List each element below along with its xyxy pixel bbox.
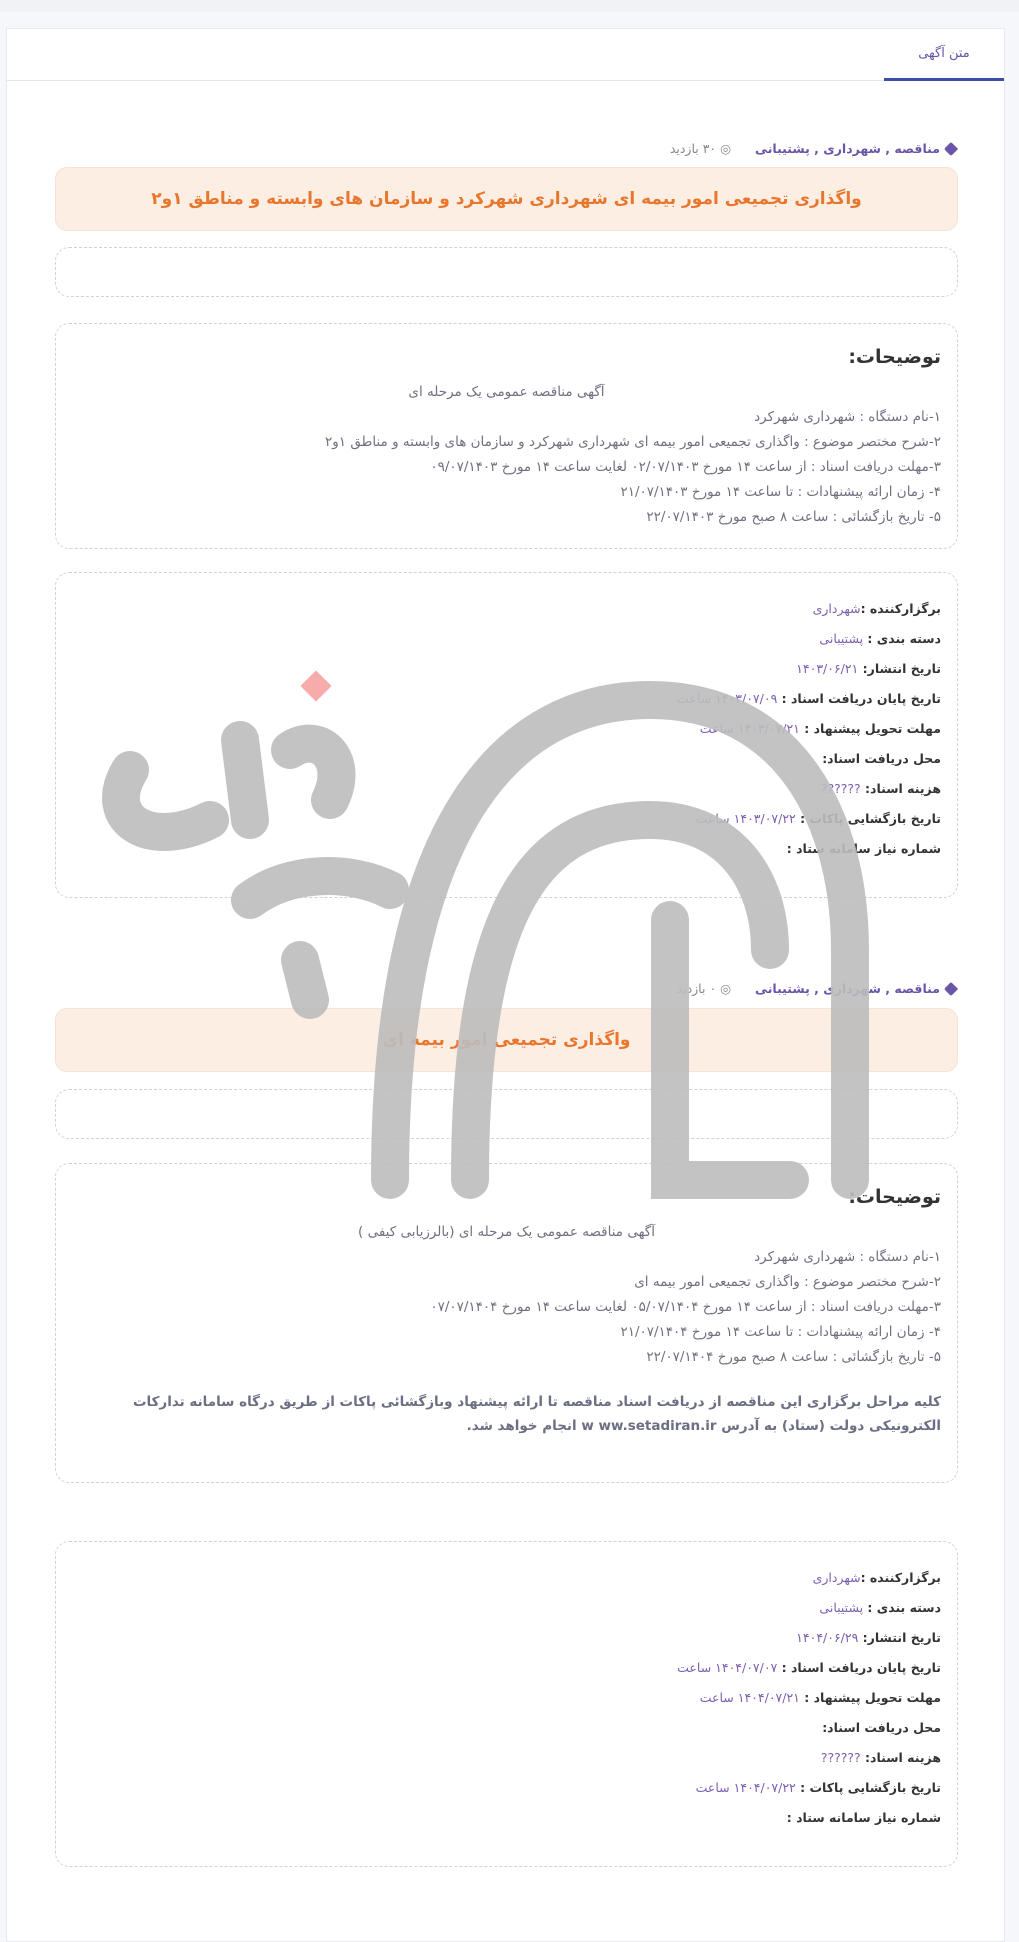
description-heading: توضیحات: — [848, 1186, 941, 1208]
description-note: کلیه مراحل برگزاری این مناقصه از دریافت اسناد مناقصه تا ارائه پیشنهاد وبازگشائی پاکات از طریق درگاه سامانه تدارکات الکترونیکی دولت (ستاد) به آدرس w ww.setadiran.ir انجام خواهد شد. — [132, 1394, 941, 1434]
eye-icon: ◎ — [716, 141, 732, 156]
info-label: تاریخ بازگشایی پاکات : — [795, 1780, 941, 1795]
views-count: ◎ ۳۰ بازدید — [669, 141, 732, 156]
info-value: ?????? — [820, 1750, 861, 1765]
info-row — [700, 721, 941, 736]
eye-icon: ◎ — [716, 981, 732, 996]
empty-box — [55, 247, 958, 297]
description-center: آگهی مناقصه عمومی یک مرحله ای — [408, 384, 605, 400]
info-label: تاریخ انتشار: — [858, 1630, 941, 1645]
info-row — [700, 1690, 941, 1705]
ad-tags[interactable]: مناقصه , شهرداری , پشتیبانی — [755, 141, 940, 156]
tag-icon — [944, 141, 958, 155]
empty-box — [55, 1089, 958, 1139]
description-line: ۵- تاریخ بازگشائی : ساعت ۸ صبح مورخ ۲۲/۰۷/۱۴۰۴ — [646, 1349, 941, 1365]
info-row — [787, 1810, 941, 1825]
description-line: ۵- تاریخ بازگشائی : ساعت ۸ صبح مورخ ۲۲/۰۷/۱۴۰۳ — [646, 509, 941, 525]
info-value: شهرداری — [812, 601, 861, 616]
info-value: پشتیبانی — [819, 1600, 864, 1615]
description-line: ۲-شرح مختصر موضوع : واگذاری تجمیعی امور بیمه ای — [634, 1274, 941, 1290]
info-row — [796, 1630, 941, 1645]
info-label: تاریخ پایان دریافت اسناد : — [777, 691, 941, 706]
description-line: ۱-نام دستگاه : شهرداری شهرکرد — [754, 409, 941, 425]
info-label: محل دریافت اسناد: — [822, 1720, 941, 1735]
tab-bar — [7, 29, 1004, 81]
info-label: تاریخ بازگشایی پاکات : — [795, 811, 941, 826]
info-label: شماره نیاز سامانه ستاد : — [786, 841, 941, 856]
info-value: ۱۴۰۴/۰۷/۲۲ ساعت — [695, 1780, 796, 1795]
description-line: ۲-شرح مختصر موضوع : واگذاری تجمیعی امور بیمه ای شهرداری شهرکرد و سازمان های وابسته و مناطق ۱و۲ — [325, 434, 941, 450]
description-line: ۴- زمان ارائه پیشنهادات : تا ساعت ۱۴ مورخ ۲۱/۰۷/۱۴۰۳ — [620, 484, 941, 500]
description-center: آگهی مناقصه عمومی یک مرحله ای (بالرزیابی کیفی ) — [358, 1224, 655, 1240]
info-label: محل دریافت اسناد: — [822, 751, 941, 766]
info-label: هزینه اسناد: — [860, 1750, 941, 1765]
info-row — [821, 1750, 941, 1765]
info-row — [787, 841, 941, 856]
tab-ad-text[interactable]: متن آگهی — [884, 29, 1004, 81]
info-row — [677, 1660, 941, 1675]
description-box — [55, 323, 958, 549]
ad-meta — [670, 141, 956, 156]
info-box — [55, 1541, 958, 1867]
info-value: ۱۴۰۳/۰۶/۲۱ — [796, 661, 859, 676]
info-label: تاریخ پایان دریافت اسناد : — [777, 1660, 941, 1675]
info-row — [821, 781, 941, 796]
ad-title: واگذاری تجمیعی امور بیمه ای — [55, 1008, 958, 1072]
info-value: ۱۴۰۴/۰۷/۰۷ ساعت — [677, 1660, 778, 1675]
info-value: ۱۴۰۳/۰۷/۲۲ ساعت — [695, 811, 796, 826]
top-bar — [0, 0, 1019, 12]
ad-meta — [677, 981, 956, 996]
info-value: ۱۴۰۳/۰۷/۰۹ ساعت — [677, 691, 778, 706]
info-value: پشتیبانی — [819, 631, 864, 646]
description-box — [55, 1163, 958, 1483]
info-value: ۱۴۰۴/۰۶/۲۹ — [796, 1630, 859, 1645]
tag-icon — [944, 981, 958, 995]
info-label: دسته بندی : — [863, 1600, 941, 1615]
info-value: ?????? — [820, 781, 861, 796]
info-label: تاریخ انتشار: — [858, 661, 941, 676]
info-value: شهرداری — [812, 1570, 861, 1585]
info-label: مهلت تحویل پیشنهاد : — [799, 1690, 941, 1705]
info-row — [819, 1600, 941, 1615]
info-label: شماره نیاز سامانه ستاد : — [786, 1810, 941, 1825]
info-label: هزینه اسناد: — [860, 781, 941, 796]
info-row — [819, 631, 941, 646]
description-line: ۴- زمان ارائه پیشنهادات : تا ساعت ۱۴ مورخ ۲۱/۰۷/۱۴۰۴ — [620, 1324, 941, 1340]
info-row — [696, 811, 941, 826]
ad-title: واگذاری تجمیعی امور بیمه ای شهرداری شهرکرد و سازمان های وابسته و مناطق ۱و۲ — [55, 167, 958, 231]
info-row — [677, 691, 941, 706]
views-count: ◎ ۰ بازدید — [676, 981, 732, 996]
info-row — [813, 601, 941, 616]
info-label: دسته بندی : — [863, 631, 941, 646]
info-label: برگزارکننده : — [860, 601, 941, 616]
info-row — [796, 661, 941, 676]
info-value: ۱۴۰۴/۰۷/۲۱ ساعت — [699, 1690, 800, 1705]
info-row — [696, 1780, 941, 1795]
description-heading: توضیحات: — [848, 346, 941, 368]
description-line: ۳-مهلت دریافت اسناد : از ساعت ۱۴ مورخ ۰۵/۰۷/۱۴۰۴ لغایت ساعت ۱۴ مورخ ۰۷/۰۷/۱۴۰۴ — [430, 1299, 941, 1315]
description-line: ۱-نام دستگاه : شهرداری شهرکرد — [754, 1249, 941, 1265]
ad-tags[interactable]: مناقصه , شهرداری , پشتیبانی — [755, 981, 940, 996]
info-row — [822, 751, 941, 766]
info-value: ۱۴۰۳/۰۷/۲۱ ساعت — [699, 721, 800, 736]
description-line: ۳-مهلت دریافت اسناد : از ساعت ۱۴ مورخ ۰۲/۰۷/۱۴۰۳ لغایت ساعت ۱۴ مورخ ۰۹/۰۷/۱۴۰۳ — [430, 459, 941, 475]
info-box — [55, 572, 958, 898]
ad-card — [6, 28, 1005, 1942]
info-label: برگزارکننده : — [860, 1570, 941, 1585]
info-row — [822, 1720, 941, 1735]
info-label: مهلت تحویل پیشنهاد : — [799, 721, 941, 736]
info-row — [813, 1570, 941, 1585]
